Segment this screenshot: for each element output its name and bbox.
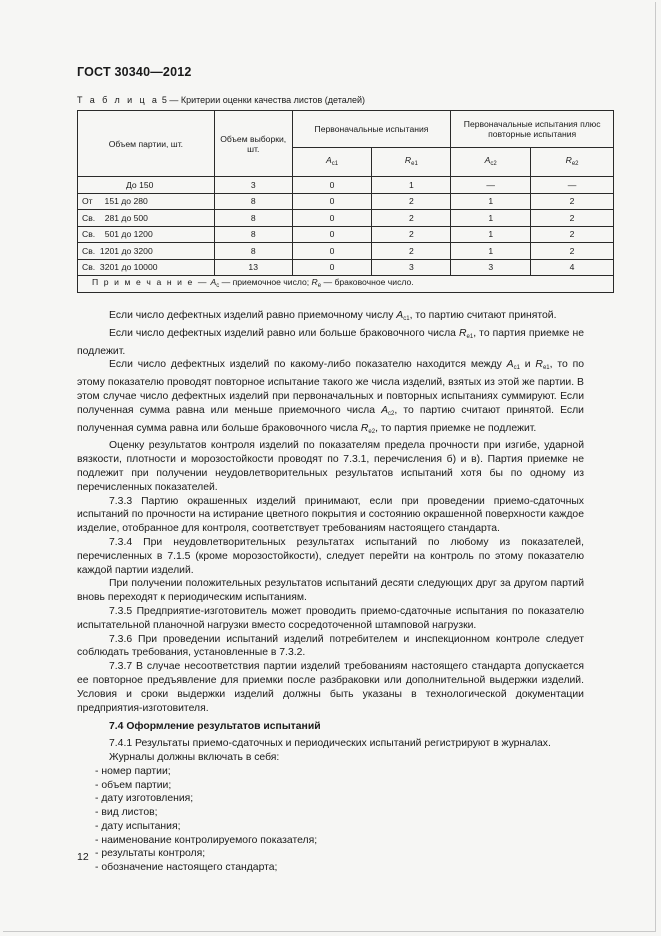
- cell-ac2: 1: [451, 193, 531, 210]
- caption-prefix: Т а б л и ц а: [77, 95, 160, 105]
- paragraph: При получении положительных результатов испытаний десяти следующих друг за другом партий вновь переходят к периодическим испытаниям.: [77, 578, 584, 604]
- cell-ac1: 0: [292, 243, 372, 260]
- list-item: - номер партии;: [95, 765, 171, 777]
- cell-re1: 3: [372, 259, 451, 276]
- caption-title: — Критерии оценки качества листов (деталей): [169, 95, 366, 105]
- cell-sample: 8: [214, 193, 292, 210]
- paragraph: Если число дефектных изделий равно или больше браковочного числа $R_{e1}$, то партия приемке не подлежит.: [77, 327, 584, 357]
- cell-re1: 2: [372, 193, 451, 210]
- cell-sample: 8: [214, 243, 292, 260]
- cell-ac1: 0: [292, 177, 372, 194]
- cell-re2: —: [531, 177, 614, 194]
- cell-lot: Св. 1201 до 3200: [78, 243, 215, 260]
- cell-ac2: 1: [451, 210, 531, 227]
- cell-re2: 2: [531, 226, 614, 243]
- body-text: [77, 309, 584, 875]
- cell-lot: До 150: [78, 177, 215, 194]
- list-item: - обозначение настоящего стандарта;: [95, 862, 278, 874]
- paragraph: 7.3.6 При проведении испытаний изделий потребителем и инспекционном контроле следует соблюдать требования, установленные в 7.3.2.: [77, 633, 584, 659]
- caption-number: 5: [161, 95, 167, 105]
- table-row: [78, 177, 614, 194]
- paragraph: Если число дефектных изделий равно приемочному числу $A_{c1}$, то партию считают принятой.: [109, 310, 557, 322]
- table-row: [78, 226, 614, 243]
- list-item: - дату испытания;: [95, 820, 181, 832]
- paragraph: 7.3.4 При неудовлетворительных результатах испытаний по любому из показателей, перечисленных в 7.1.5 (кроме морозостойкости), следует перейти на контроль по этому показателю каждой партии изделий.: [77, 536, 584, 576]
- table-header-row: [78, 111, 614, 148]
- cell-ac2: —: [451, 177, 531, 194]
- table-row: [78, 193, 614, 210]
- cell-re2: 2: [531, 193, 614, 210]
- header-re1: $R_{e1}$: [372, 148, 451, 177]
- cell-ac1: 0: [292, 210, 372, 227]
- list-item: - объем партии;: [95, 779, 172, 791]
- table-row: [78, 259, 614, 276]
- cell-ac2: 1: [451, 243, 531, 260]
- cell-re2: 4: [531, 259, 614, 276]
- cell-sample: 8: [214, 226, 292, 243]
- list-item: - результаты контроля;: [95, 848, 206, 860]
- table-note-row: [78, 276, 614, 293]
- header-re2: $R_{e2}$: [531, 148, 614, 177]
- paragraph: 7.3.3 Партию окрашенных изделий принимают, если при проведении приемо-сдаточных испытаний по прочности на истирание цветного покрытия и состоянию окрашенной поверхности каждое изделие, отобранное для контроля, соответствует требованиям настоящего стандарта.: [77, 495, 584, 535]
- section-heading: 7.4 Оформление результатов испытаний: [109, 721, 321, 733]
- cell-sample: 8: [214, 210, 292, 227]
- header-first-tests: Первоначальные испытания: [292, 111, 451, 148]
- cell-re1: 2: [372, 210, 451, 227]
- criteria-table: [77, 110, 614, 293]
- paragraph: Если число дефектных изделий по какому-либо показателю находится между $A_{c1}$ и $R_{e1}$, то по этому показателю проводят повторное испытание такого же числа изделий, взятых из этой же партии. В этом случае число дефектных изделий при первоначальных и повторных испытаниях суммируют. Если полученная сумма равна или меньше приемочного числа $A_{c2}$, то партию считают принятой. Если полученная сумма равна или больше браковочного числа $R_{e2}$, то партия приемке не подлежит.: [77, 359, 584, 435]
- cell-ac1: 0: [292, 226, 372, 243]
- header-lot-size: Объем партии, шт.: [78, 111, 215, 177]
- paragraph: 7.3.5 Предприятие-изготовитель может проводить приемо-сдаточные испытания по показателю испытательной планочной нагрузки вместо сосредоточенной штамповой нагрузки.: [77, 605, 584, 631]
- header-ac2: $A_{c2}$: [451, 148, 531, 177]
- header-first-plus-repeat: Первоначальные испытания плюс повторные испытания: [451, 111, 614, 148]
- cell-lot: От 151 до 280: [78, 193, 215, 210]
- cell-lot: Св. 501 до 1200: [78, 226, 215, 243]
- cell-ac1: 0: [292, 259, 372, 276]
- header-ac1: $A_{c1}$: [292, 148, 372, 177]
- cell-lot: Св. 281 до 500: [78, 210, 215, 227]
- paragraph: Оценку результатов контроля изделий по показателям предела прочности при изгибе, ударной вязкости, плотности и морозостойкости проводят по 7.3.1, перечисления б) и в). Партия приемке не подлежит при получении неудовлетворительных результатов испытаний хотя бы по одному из перечисленных показателей.: [77, 440, 584, 493]
- page-number: 12: [77, 851, 89, 863]
- header-sample-size: Объем выборки, шт.: [214, 111, 292, 177]
- table-row: [78, 210, 614, 227]
- cell-ac2: 3: [451, 259, 531, 276]
- cell-re1: 2: [372, 226, 451, 243]
- cell-lot: Св. 3201 до 10000: [78, 259, 215, 276]
- cell-sample: 3: [214, 177, 292, 194]
- table-row: [78, 243, 614, 260]
- list-item: - вид листов;: [95, 807, 158, 819]
- cell-re2: 2: [531, 243, 614, 260]
- document-header: ГОСТ 30340—2012: [77, 65, 192, 79]
- paragraph: 7.4.1 Результаты приемо-сдаточных и периодических испытаний регистрируют в журналах.: [109, 738, 551, 750]
- paragraph: Журналы должны включать в себя:: [109, 751, 280, 763]
- list-item: - дату изготовления;: [95, 793, 194, 805]
- cell-re1: 2: [372, 243, 451, 260]
- table-note: П р и м е ч а н и е — $A_c$ — приемочное число; $R_e$ — браковочное число.: [78, 276, 614, 293]
- cell-sample: 13: [214, 259, 292, 276]
- cell-ac2: 1: [451, 226, 531, 243]
- cell-re1: 1: [372, 177, 451, 194]
- table-caption: [77, 95, 365, 105]
- cell-re2: 2: [531, 210, 614, 227]
- paragraph: 7.3.7 В случае несоответствия партии изделий требованиям настоящего стандарта допускается ее повторное предъявление для приемки после разбраковки или дополнительной выдержки изделий. Условия и сроки выдержки изделий должны быть указаны в технологической документации предприятия-изготовителя.: [77, 661, 584, 714]
- list-item: - наименование контролируемого показателя;: [95, 834, 318, 846]
- cell-ac1: 0: [292, 193, 372, 210]
